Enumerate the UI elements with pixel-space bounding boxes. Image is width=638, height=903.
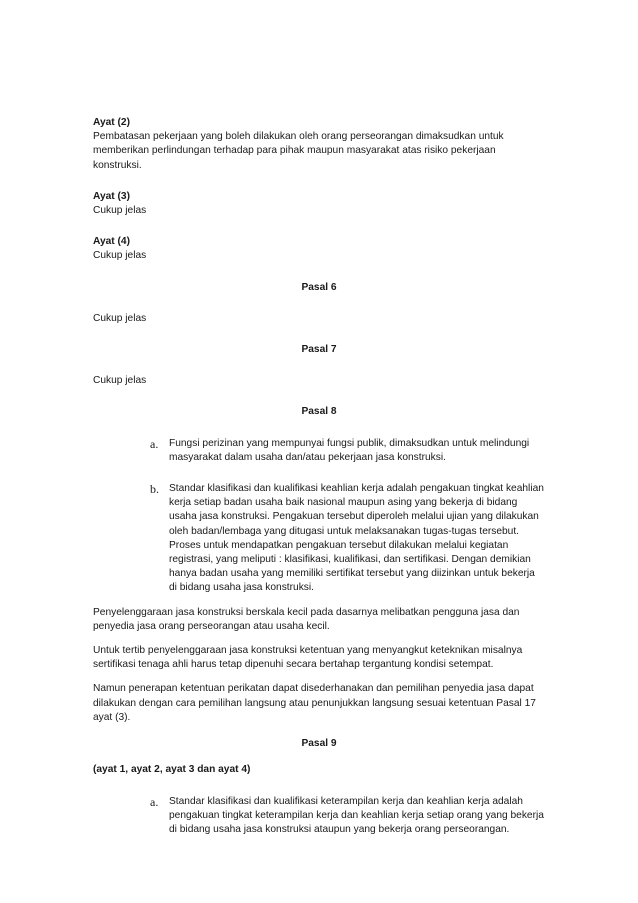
pasal-8-item-b-text: Standar klasifikasi dan kualifikasi keahlian kerja adalah pengakuan tingkat keahlian kerja setiap badan usaha baik nasional maupun asing yang bekerja di bidang usaha jasa konstruksi. Pengakuan tersebut diperoleh melalui ujian yang dilakukan oleh badan/lembaga yang ditugasi untuk melaksanakan tugas-tugas tersebut. Proses untuk mendapatkan pengakuan tersebut dilakukan melalui kegiatan registrasi, yang meliputi : klasifikasi, kualifikasi, dan sertifikasi. Dengan demikian hanya badan usaha yang memiliki sertifikat tersebut yang diizinkan untuk bekerja di bidang usaha jasa konstruksi. <box>169 483 544 594</box>
ayat-3-heading: Ayat (3) <box>93 190 130 202</box>
ayat-3-text: Cukup jelas <box>93 205 147 217</box>
pasal-9-item-a <box>93 795 545 838</box>
ayat-2-heading: Ayat (2) <box>93 117 130 128</box>
pasal-8-heading: Pasal 8 <box>301 406 337 418</box>
pasal-8-paragraph-2: Untuk tertib penyelenggaraan jasa konstruksi ketentuan yang menyangkut keteknikan misalnya sertifikasi tenaga ahli harus tetap dipenuhi secara bertahap tergantung kondisi setempat. <box>93 645 523 671</box>
list-marker-a: a. <box>150 436 159 451</box>
pasal-9-subheading: (ayat 1, ayat 2, ayat 3 dan ayat 4) <box>93 764 251 776</box>
pasal-8-item-b <box>93 482 545 596</box>
pasal-9-heading: Pasal 9 <box>301 738 337 750</box>
ayat-4-text: Cukup jelas <box>93 250 147 262</box>
pasal-8-paragraph-3: Namun penerapan ketentuan perikatan dapat disederhanakan dan pemilihan penyedia jasa dapat dilakukan dengan cara pemilihan langsung atau penunjukkan langsung sesuai ketentuan Pasal 17 ayat (3). <box>93 683 536 723</box>
pasal-7-heading: Pasal 7 <box>301 344 337 356</box>
pasal-8-paragraph-1: Penyelenggaraan jasa konstruksi berskala kecil pada dasarnya melibatkan pengguna jasa dan penyedia jasa orang perseorangan atau usaha kecil. <box>93 606 520 632</box>
ayat-4-heading: Ayat (4) <box>93 236 130 248</box>
pasal-6-heading: Pasal 6 <box>301 281 337 293</box>
list-marker-a: a. <box>150 794 159 809</box>
list-marker-b: b. <box>150 482 159 497</box>
ayat-2-text: Pembatasan pekerjaan yang boleh dilakukan oleh orang perseorangan dimaksudkan untuk memberikan perlindungan terhadap para pihak maupun masyarakat atas risiko pekerjaan konstruksi. <box>93 131 504 171</box>
pasal-8-item-a-text: Fungsi perizinan yang mempunyai fungsi publik, dimaksudkan untuk melindungi masyarakat dalam usaha dan/atau pekerjaan jasa konstruksi. <box>169 437 530 463</box>
pasal-9-item-a-text: Standar klasifikasi dan kualifikasi keterampilan kerja dan keahlian kerja adalah pengakuan tingkat keterampilan kerja dan keahlian kerja setiap orang yang bekerja di bidang usaha jasa konstruksi ataupun yang bekerja orang perseorangan. <box>169 795 544 835</box>
pasal-7-text: Cukup jelas <box>93 375 147 387</box>
pasal-6-text: Cukup jelas <box>93 312 147 324</box>
document-body <box>93 116 545 837</box>
pasal-8-item-a <box>93 437 545 465</box>
